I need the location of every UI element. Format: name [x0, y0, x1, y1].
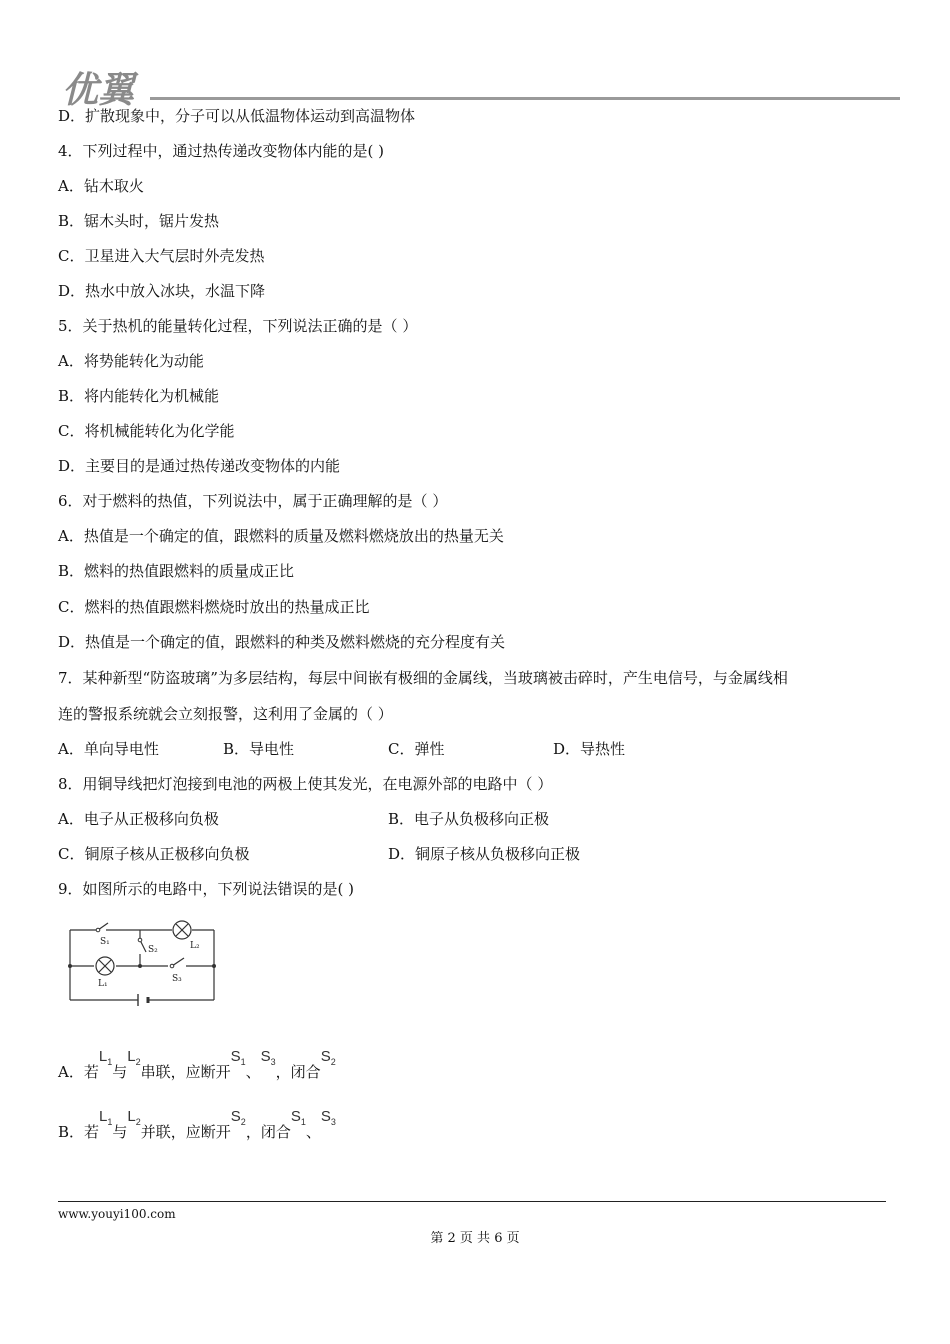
q6-option-d: D．热值是一个确定的值，跟燃料的种类及燃料燃烧的充分程度有关	[58, 633, 506, 651]
footer-url[interactable]: www.youyi100.com	[58, 1207, 176, 1221]
q8-option-b: B．电子从负极移向正极	[388, 810, 550, 828]
q5-option-d: D．主要目的是通过热传递改变物体的内能	[58, 457, 341, 475]
footer-rule	[58, 1201, 886, 1202]
q5-option-c: C．将机械能转化为化学能	[58, 422, 235, 440]
page-number: 第 2 页 共 6 页	[430, 1231, 520, 1246]
symbol-l1: $L_1$	[98, 1048, 113, 1067]
q9b-word2: 并联，应断开	[140, 1123, 231, 1141]
label-s1: S₁	[100, 937, 110, 947]
youyi-logo	[60, 64, 190, 108]
q9a-prefix: A．若	[58, 1063, 99, 1081]
q6-option-c: C．燃料的热值跟燃料燃烧时放出的热量成正比	[58, 598, 370, 616]
q7-stem-line2: 连的警报系统就会立刻报警，这利用了金属的（ ）	[58, 705, 393, 723]
label-s3: S₃	[172, 974, 182, 984]
q5-option-b: B．将内能转化为机械能	[58, 387, 220, 405]
q8-stem: 8．用铜导线把灯泡接到电池的两极上使其发光，在电源外部的电路中（ ）	[58, 775, 553, 793]
q9a-word2: 串联，应断开	[140, 1063, 231, 1081]
q9a-word3: 、	[245, 1063, 261, 1081]
q8-option-a: A．电子从正极移向负极	[58, 810, 219, 828]
q4-stem: 4．下列过程中，通过热传递改变物体内能的是( )	[58, 142, 385, 160]
symbol-s2: $S_2$	[230, 1108, 246, 1127]
q8-option-d: D．铜原子核从负极移向正极	[388, 845, 581, 863]
label-l2: L₂	[190, 941, 200, 951]
q9a-word4: ，闭合	[275, 1063, 321, 1081]
label-s2: S₂	[148, 945, 158, 955]
q4-option-a: A．钻木取火	[58, 177, 144, 195]
q4-option-d: D．热水中放入冰块，水温下降	[58, 282, 266, 300]
q6-option-a: A．热值是一个确定的值，跟燃料的质量及燃料燃烧放出的热量无关	[58, 527, 504, 545]
q3-option-d: D．扩散现象中，分子可以从低温物体运动到高温物体	[58, 107, 416, 125]
q7-option-c: C．弹性	[388, 740, 445, 758]
q9-option-a	[58, 1048, 336, 1088]
q8-option-c: C．铜原子核从正极移向负极	[58, 845, 250, 863]
label-l1: L₁	[98, 979, 108, 989]
symbol-l1: $L_1$	[99, 1108, 113, 1127]
symbol-s1: $S_1$	[290, 1108, 306, 1127]
circuit-diagram	[64, 916, 224, 1006]
q6-option-b: B．燃料的热值跟燃料的质量成正比	[58, 562, 295, 580]
q5-option-a: A．将势能转化为动能	[58, 352, 204, 370]
q9b-prefix: B．若	[58, 1123, 100, 1141]
symbol-s3: $S_3$	[260, 1048, 276, 1067]
symbol-l2: $L_2$	[127, 1048, 141, 1067]
q7-option-a: A．单向导电性	[58, 740, 159, 758]
q7-stem-line1: 7．某种新型“防盗玻璃”为多层结构，每层中间嵌有极细的金属线，当玻璃被击碎时，产生电信号，与金属线相	[58, 669, 788, 687]
logo-text: 优翼	[62, 70, 135, 108]
q4-option-c: C．卫星进入大气层时外壳发热	[58, 247, 265, 265]
q7-option-d: D．导热性	[553, 740, 626, 758]
header-rule	[150, 97, 900, 100]
q9-stem: 9．如图所示的电路中，下列说法错误的是( )	[58, 880, 355, 898]
symbol-s1: $S_1$	[230, 1048, 246, 1067]
symbol-s2: $S_2$	[320, 1048, 336, 1067]
q9b-word4: 、	[305, 1123, 321, 1141]
symbol-l2: $L_2$	[127, 1108, 141, 1127]
q9b-word1: 与	[112, 1123, 128, 1141]
q9b-word3: ，闭合	[245, 1123, 291, 1141]
q9-option-b	[58, 1108, 336, 1148]
q7-option-b: B．导电性	[223, 740, 295, 758]
q9a-word1: 与	[112, 1063, 128, 1081]
q5-stem: 5．关于热机的能量转化过程，下列说法正确的是（ ）	[58, 317, 418, 335]
symbol-s3: $S_3$	[320, 1108, 336, 1127]
q4-option-b: B．锯木头时，锯片发热	[58, 212, 220, 230]
q6-stem: 6．对于燃料的热值，下列说法中，属于正确理解的是（ ）	[58, 492, 448, 510]
